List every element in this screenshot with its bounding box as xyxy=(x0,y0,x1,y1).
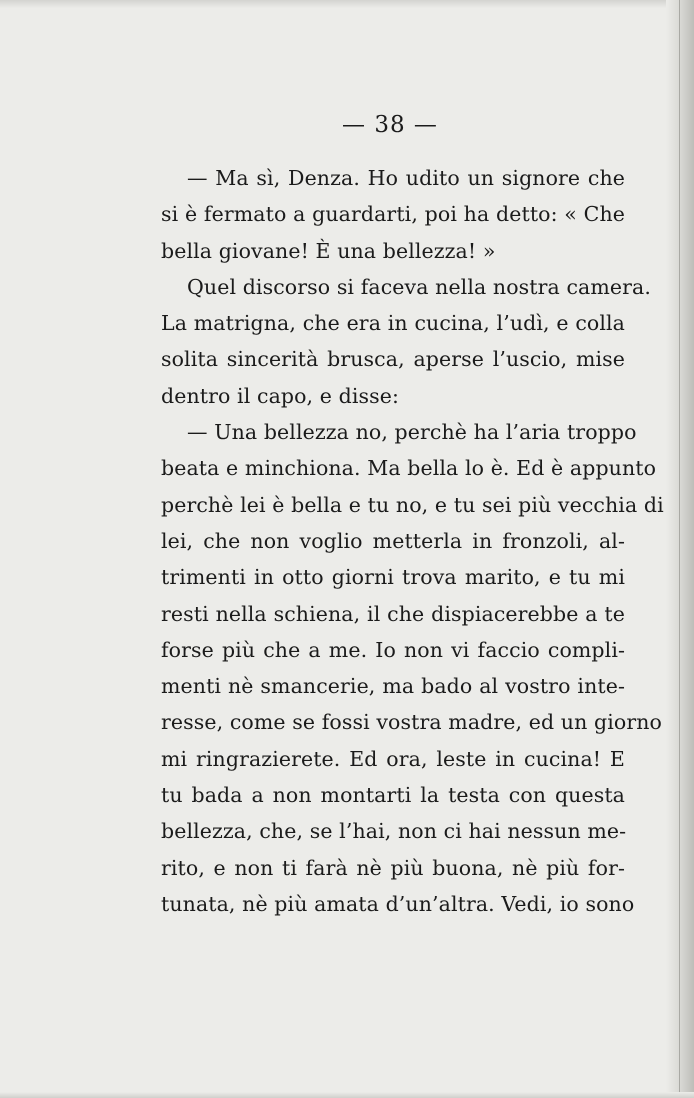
text-line: resse, come se fossi vostra madre, ed un giorno xyxy=(161,710,662,735)
text-line: La matrigna, che era in cucina, l’udì, e colla xyxy=(161,311,625,336)
page-number: — 38 — xyxy=(342,112,438,138)
text-line: rito, e non ti farà nè più buona, nè più for- xyxy=(161,855,625,880)
text-line: perchè lei è bella e tu no, e tu sei più vecchia di xyxy=(161,492,664,517)
body-text xyxy=(161,160,664,922)
scan-edge-right xyxy=(666,0,694,1098)
scan-edge-bottom xyxy=(0,1092,694,1098)
text-line: tu bada a non montarti la testa con questa xyxy=(161,783,625,808)
text-line: bella giovane! È una bellezza! » xyxy=(161,238,496,263)
text-line: dentro il capo, e disse: xyxy=(161,383,399,408)
page-fold-line xyxy=(679,0,680,1098)
text-line: — Ma sì, Denza. Ho udito un signore che xyxy=(187,166,625,190)
text-line: forse più che a me. Io non vi faccio compli- xyxy=(161,637,625,662)
text-line: Quel discorso si faceva nella nostra camera. xyxy=(187,274,651,299)
scan-edge-top xyxy=(0,0,694,8)
text-line: solita sincerità brusca, aperse l’uscio, mise xyxy=(161,347,625,372)
text-line: si è fermato a guardarti, poi ha detto: « Che xyxy=(161,202,625,227)
text-line: menti nè smancerie, ma bado al vostro inte- xyxy=(161,674,625,699)
text-line: trimenti in otto giorni trova marito, e tu mi xyxy=(161,565,625,590)
text-line: tunata, nè più amata d’un’altra. Vedi, io sono xyxy=(161,891,635,916)
text-line: bellezza, che, se l’hai, non ci hai nessun me- xyxy=(161,819,627,844)
text-line: lei, che non voglio metterla in fronzoli, al- xyxy=(161,528,625,553)
text-line: mi ringrazierete. Ed ora, leste in cucina! E xyxy=(161,746,625,771)
text-line: resti nella schiena, il che dispiacerebbe a te xyxy=(161,601,625,626)
text-line: — Una bellezza no, perchè ha l’aria troppo xyxy=(187,420,637,445)
text-line: beata e minchiona. Ma bella lo è. Ed è appunto xyxy=(161,456,657,481)
